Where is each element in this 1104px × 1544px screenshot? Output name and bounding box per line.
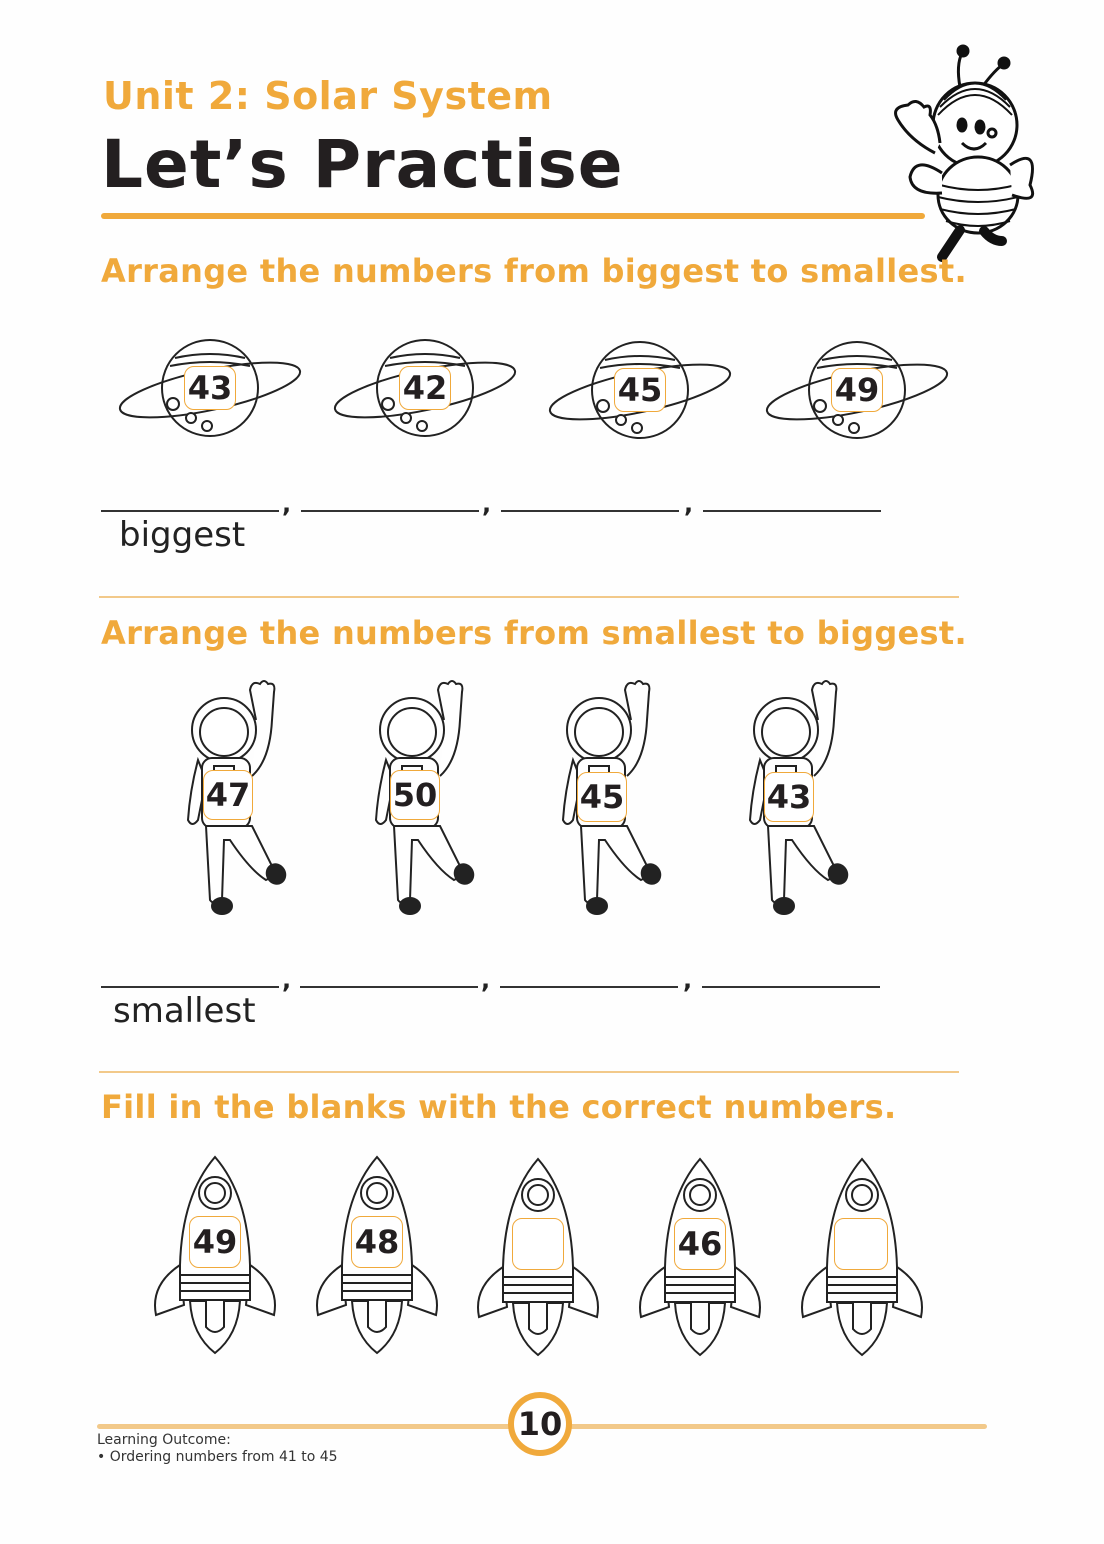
section-divider	[99, 596, 959, 598]
astronaut-number: 50	[390, 770, 440, 820]
answer-blank[interactable]	[702, 986, 880, 988]
page-number: 10	[508, 1392, 572, 1456]
instruction-fill-blanks: Fill in the blanks with the correct numbers.	[101, 1088, 897, 1126]
answer-blank[interactable]	[101, 986, 279, 988]
answer-blank[interactable]	[301, 510, 479, 512]
planet-number: 49	[831, 368, 883, 412]
planet-number: 42	[399, 366, 451, 410]
unit-title: Unit 2: Solar System	[103, 74, 553, 118]
planet-number: 45	[614, 368, 666, 412]
comma: ,	[481, 966, 491, 994]
rocket-answer-box[interactable]	[834, 1218, 888, 1270]
rocket-number: 46	[674, 1218, 726, 1270]
answer-blank[interactable]	[703, 510, 881, 512]
comma: ,	[282, 966, 292, 994]
answer-blank[interactable]	[101, 510, 279, 512]
section-divider	[99, 1071, 959, 1073]
learning-outcome	[97, 1432, 338, 1466]
learning-outcome-heading: Learning Outcome:	[97, 1432, 231, 1448]
title-underline	[101, 213, 925, 219]
astronaut-number: 43	[764, 772, 814, 822]
rocket-answer-box[interactable]	[512, 1218, 564, 1270]
astronaut-number: 47	[203, 770, 253, 820]
learning-outcome-item: • Ordering numbers from 41 to 45	[97, 1449, 338, 1465]
comma: ,	[282, 490, 292, 518]
instruction-biggest-to-smallest: Arrange the numbers from biggest to smallest.	[101, 252, 967, 290]
comma: ,	[482, 490, 492, 518]
astronaut-number: 45	[577, 772, 627, 822]
bee-mascot-icon	[880, 45, 1040, 270]
answer-blank[interactable]	[300, 986, 478, 988]
rocket-number: 49	[189, 1216, 241, 1268]
smallest-label: smallest	[113, 991, 256, 1031]
biggest-label: biggest	[119, 515, 246, 555]
rocket-number: 48	[351, 1216, 403, 1268]
page-title: Let’s Practise	[101, 126, 624, 203]
comma: ,	[683, 966, 693, 994]
comma: ,	[684, 490, 694, 518]
instruction-smallest-to-biggest: Arrange the numbers from smallest to biggest.	[101, 614, 967, 652]
answer-blank[interactable]	[500, 986, 678, 988]
answer-blank[interactable]	[501, 510, 679, 512]
planet-number: 43	[184, 366, 236, 410]
